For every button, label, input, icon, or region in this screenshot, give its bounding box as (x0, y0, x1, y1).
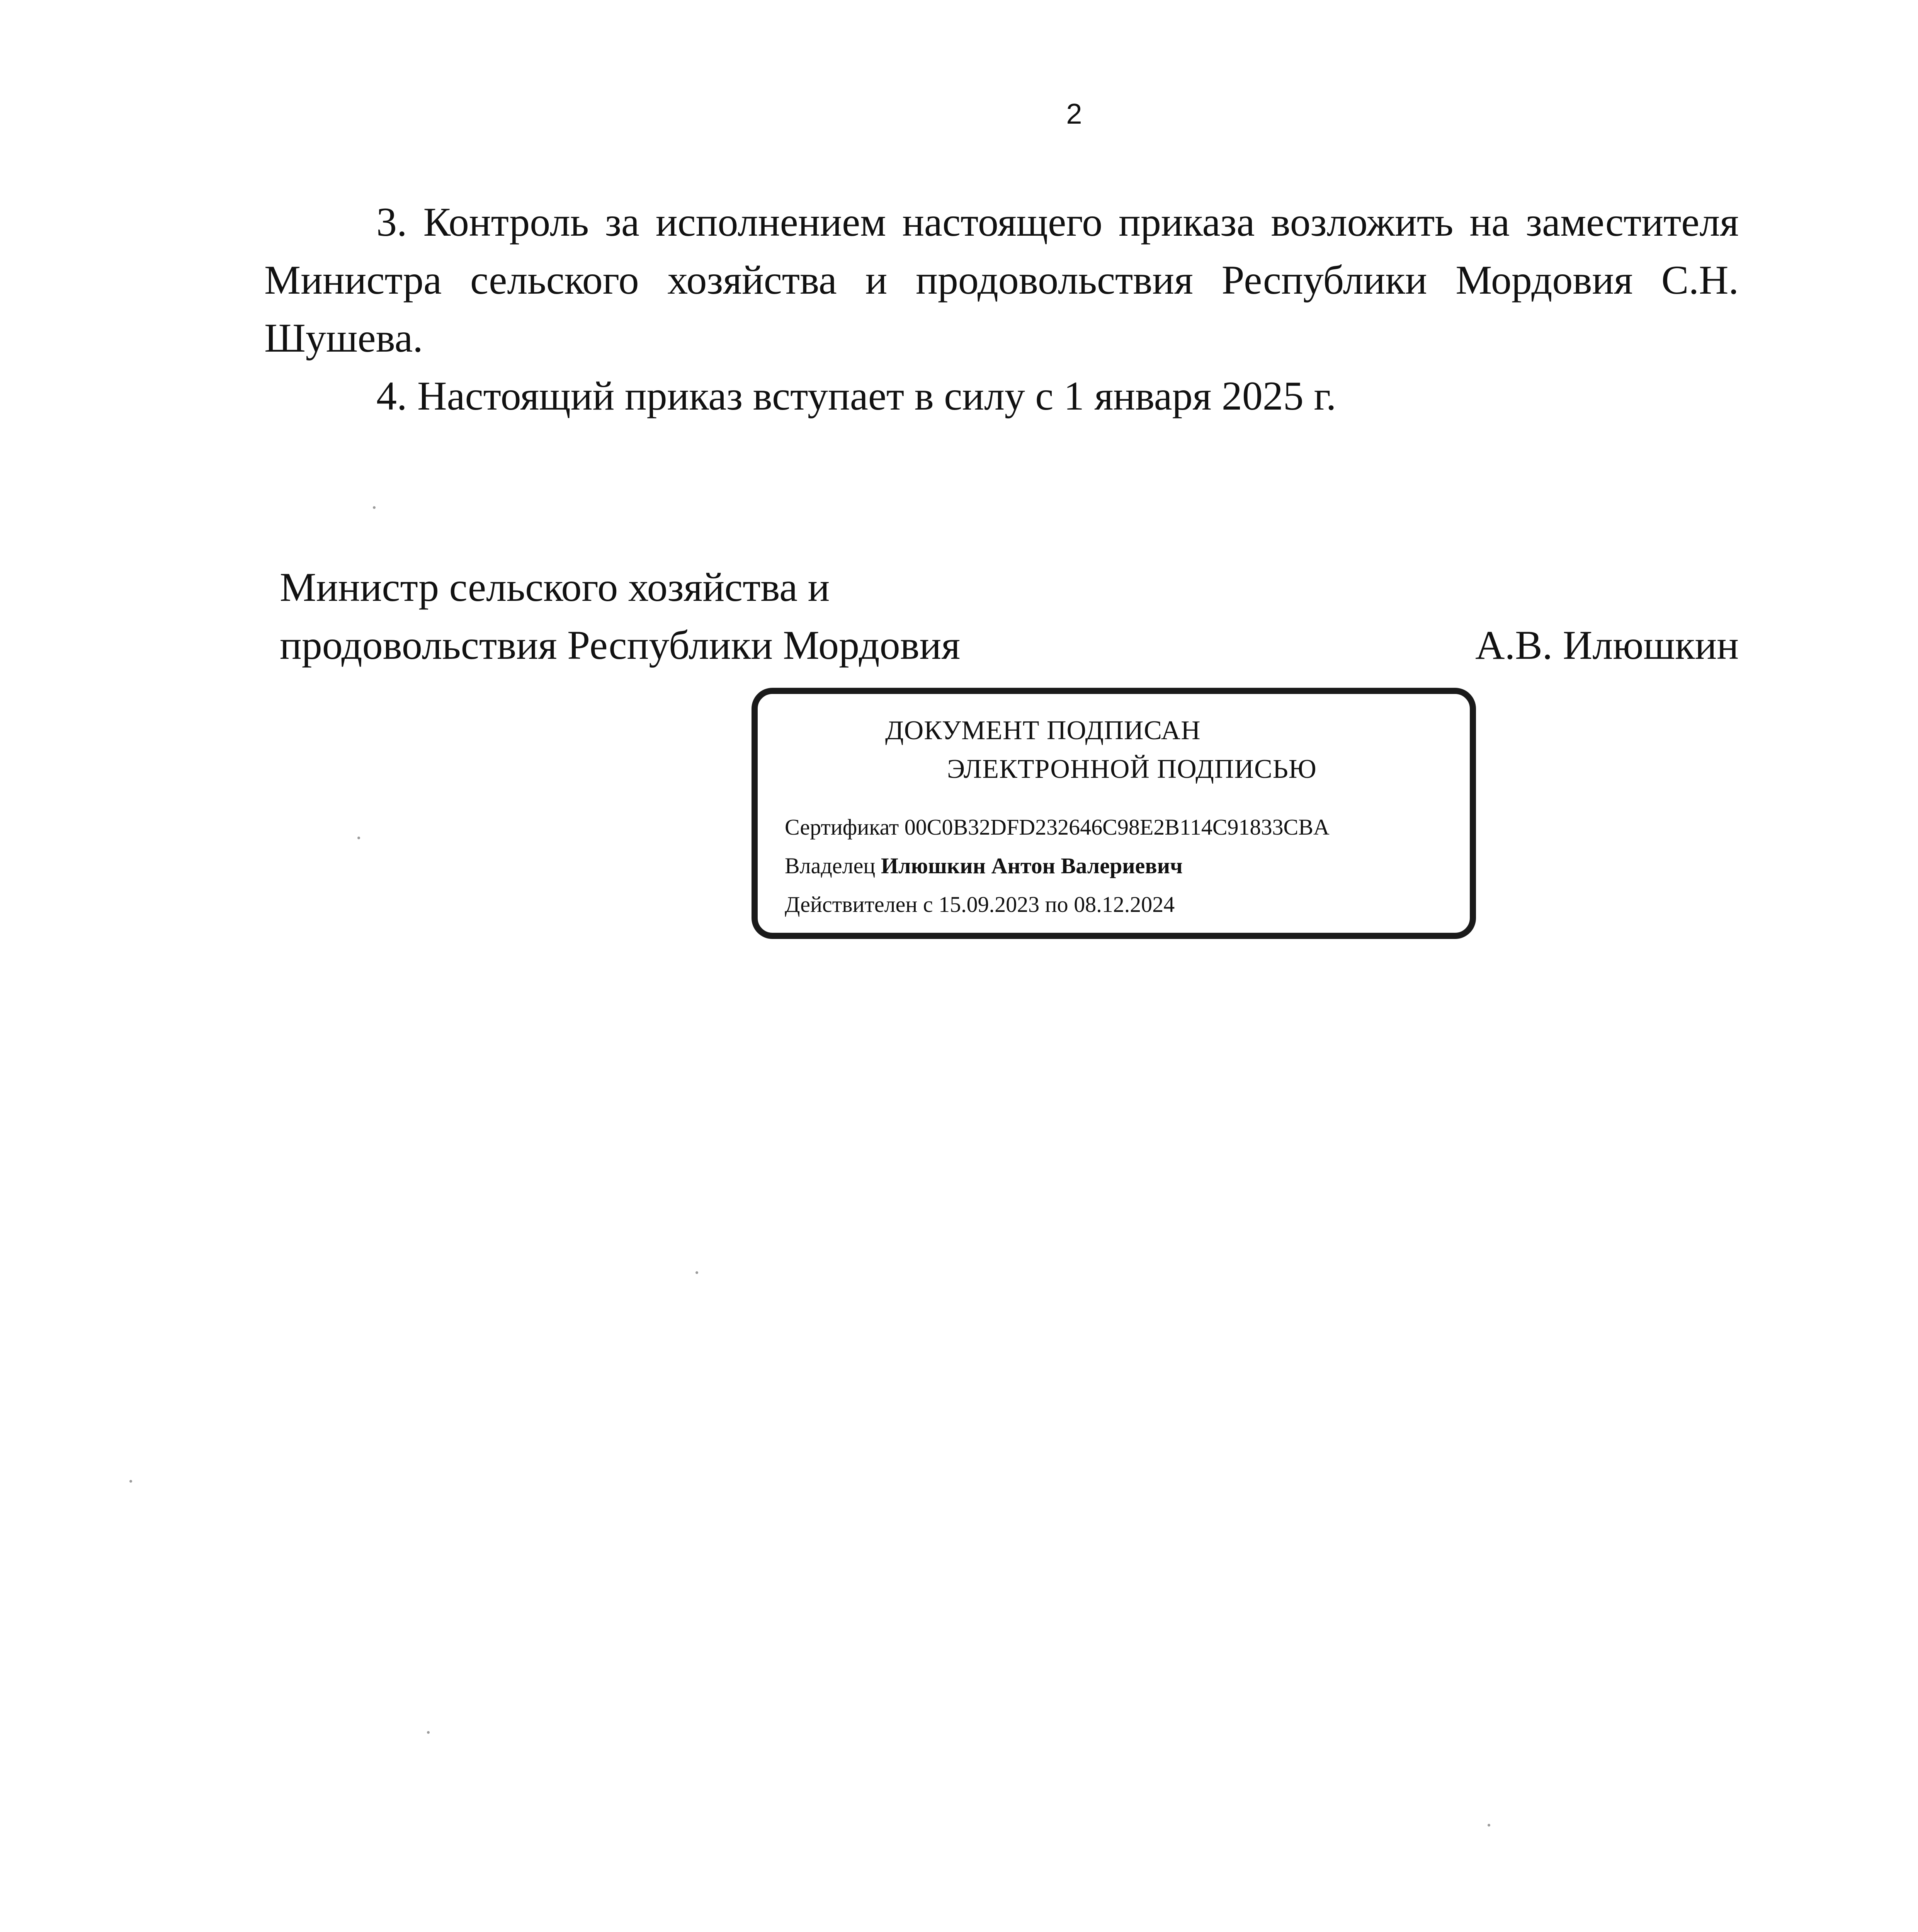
scan-speck (129, 1480, 132, 1483)
certificate-value: 00C0B32DFD232646C98E2B114C91833CBA (904, 815, 1330, 840)
signatory-name: А.В. Илюшкин (1475, 622, 1739, 668)
signatory-title-line2: продовольствия Республики Мордовия (280, 622, 961, 668)
signatory-title (280, 558, 1168, 674)
scan-speck (373, 506, 376, 509)
valid-from-label: Действителен с (785, 892, 933, 917)
scan-speck (357, 837, 360, 839)
signatory-title-line1: Министр сельского хозяйства и (280, 565, 830, 610)
stamp-certificate-line (785, 812, 1330, 843)
certificate-label: Сертификат (785, 815, 899, 840)
scan-speck (695, 1271, 698, 1274)
stamp-header-line1: ДОКУМЕНТ ПОДПИСАН (885, 716, 1201, 745)
paragraph-4: 4. Настоящий приказ вступает в силу с 1 января 2025 г. (376, 373, 1336, 418)
owner-value: Илюшкин Антон Валериевич (881, 853, 1183, 878)
stamp-validity-line (785, 889, 1175, 920)
electronic-signature-stamp (752, 688, 1476, 939)
valid-from-date: 15.09.2023 (939, 892, 1040, 917)
paragraph-3: 3. Контроль за исполнением настоящего приказа возложить на заместителя Министра сельского хозяйства и продовольствия Республики Мордовия С.Н. Шушева. (264, 199, 1739, 361)
owner-label: Владелец (785, 853, 876, 878)
valid-to-date: 08.12.2024 (1074, 892, 1175, 917)
page-number: 2 (1066, 98, 1082, 130)
stamp-owner-line (785, 850, 1183, 881)
stamp-header-line2: ЭЛЕКТРОННОЙ ПОДПИСЬЮ (947, 754, 1317, 784)
scan-speck (427, 1731, 430, 1734)
scan-speck (1488, 1824, 1490, 1827)
valid-to-label: по (1045, 892, 1068, 917)
